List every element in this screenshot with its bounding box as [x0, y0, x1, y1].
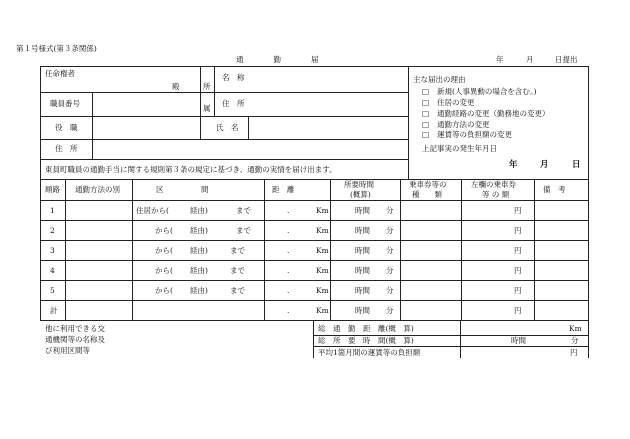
row-distance-dot: . [287, 286, 290, 295]
header-route-number: 順路 [45, 185, 60, 194]
row-yen: 円 [514, 206, 522, 215]
affiliation-address-label: 住 所 [222, 99, 245, 108]
row-km: Km [316, 226, 329, 235]
other-transport-field[interactable] [130, 322, 310, 356]
affiliation-name-label: 名 称 [222, 73, 245, 82]
row-hours: 時間 [355, 206, 370, 215]
row-from: から( [155, 286, 173, 295]
position-field[interactable] [93, 117, 199, 138]
row-seq: 4 [50, 266, 55, 275]
total-time-minutes-unit: 分 [571, 336, 579, 345]
row-from: 住居から( [136, 206, 169, 215]
row-hours: 時間 [355, 226, 370, 235]
form-number-label: 第１号様式(第３条関係) [16, 44, 97, 53]
submission-year-label: 年 [496, 55, 504, 64]
row-yen: 円 [514, 266, 522, 275]
row-to: まで [236, 206, 251, 215]
row-km: Km [316, 206, 329, 215]
submission-month-label: 月 [526, 55, 534, 64]
header-ticket-type: 乗車券等の [409, 180, 447, 189]
checkbox-fare[interactable]: □ [422, 130, 430, 139]
checkbox-route[interactable]: □ [422, 109, 430, 118]
submission-day-label: 日提出 [555, 55, 578, 64]
reason-route-label: 通勤経路の変更（勤務地の変更） [437, 109, 550, 118]
header-travel-time-approx: (概算) [350, 190, 371, 199]
occurrence-day-label: 日 [572, 160, 581, 170]
occurrence-month-label: 月 [540, 160, 549, 170]
total-yen: 円 [514, 306, 522, 315]
row-yen: 円 [514, 246, 522, 255]
header-ticket-amount: 左欄の乗車券 [471, 180, 516, 189]
row-yen: 円 [514, 286, 522, 295]
reason-method-label: 通勤方法の変更 [437, 120, 490, 129]
total-distance-label: 総 通 勤 距 離(概 算) [318, 324, 414, 333]
other-transport-label-3: び利用区間等 [45, 346, 90, 355]
header-remarks: 備 考 [543, 185, 566, 194]
row-via: 経由) [190, 246, 208, 255]
reason-fare-label: 運賃等の負担額の変更 [437, 130, 512, 139]
row-from: から( [155, 246, 173, 255]
row-to: まで [236, 226, 251, 235]
checkbox-new[interactable]: □ [422, 87, 430, 96]
row-minutes: 分 [386, 286, 394, 295]
affiliation-side-label: 所 属 [203, 82, 211, 113]
total-hours: 時間 [355, 306, 370, 315]
affiliation-address-field[interactable] [250, 93, 407, 115]
staff-number-label: 職員番号 [50, 99, 80, 108]
row-seq: 1 [50, 206, 55, 215]
header-distance: 距 離 [272, 185, 295, 194]
total-distance-unit: Km [569, 324, 582, 333]
total-time-hours-unit: 時間 [511, 336, 526, 345]
row-via: 経由) [190, 226, 208, 235]
staff-number-field[interactable] [93, 93, 199, 115]
header-ticket-amount-2: 等 の 額 [482, 190, 510, 199]
row-hours: 時間 [355, 266, 370, 275]
row-minutes: 分 [386, 226, 394, 235]
employee-name-field[interactable] [249, 117, 407, 138]
occurrence-date-label: 上記事実の発生年月日 [422, 144, 497, 153]
position-label: 役 職 [55, 123, 78, 132]
header-section: 区 間 [156, 185, 209, 194]
total-minutes: 分 [386, 306, 394, 315]
row-via: 経由) [190, 286, 208, 295]
row-distance-dot: . [287, 266, 290, 275]
declaration-statement: 東員町職員の通勤手当に関する規則第３条の規定に基づき、通勤の実情を届け出ます。 [45, 165, 337, 174]
other-transport-label-1: 他に利用できる交 [45, 324, 105, 333]
reason-new-label: 新規(人事異動の場合を含む。) [437, 87, 537, 96]
total-label: 計 [50, 306, 58, 315]
address-label: 住 所 [55, 144, 78, 153]
row-via: 経由) [190, 206, 208, 215]
header-ticket-type-2: 種 類 [412, 190, 442, 199]
checkbox-residence[interactable]: □ [422, 98, 430, 107]
other-transport-label-2: 通機関等の名称及 [45, 335, 105, 344]
reason-title: 主な届出の理由 [413, 75, 466, 84]
row-hours: 時間 [355, 246, 370, 255]
total-distance-dot: . [287, 306, 290, 315]
row-from: から( [155, 266, 173, 275]
affiliation-name-field[interactable] [250, 67, 407, 91]
row-minutes: 分 [386, 266, 394, 275]
row-seq: 3 [50, 246, 55, 255]
form-title: 通 勤 届 [236, 55, 319, 64]
row-km: Km [316, 286, 329, 295]
row-distance-dot: . [287, 206, 290, 215]
row-hours: 時間 [355, 286, 370, 295]
header-travel-time: 所要時間 [344, 180, 374, 189]
row-km: Km [316, 246, 329, 255]
reason-residence-label: 住居の変更 [437, 98, 475, 107]
row-distance-dot: . [287, 246, 290, 255]
occurrence-year-label: 年 [509, 160, 518, 170]
row-yen: 円 [514, 226, 522, 235]
address-field[interactable] [93, 140, 407, 158]
total-km: Km [316, 306, 329, 315]
row-to: まで [230, 286, 245, 295]
row-distance-dot: . [287, 226, 290, 235]
row-km: Km [316, 266, 329, 275]
row-to: まで [230, 246, 245, 255]
row-via: 経由) [190, 266, 208, 275]
row-minutes: 分 [386, 246, 394, 255]
honorific-label: 殿 [172, 82, 180, 91]
appointing-authority-label: 任命権者 [45, 69, 75, 78]
row-seq: 5 [50, 286, 55, 295]
row-from: から( [155, 226, 173, 235]
header-commute-method: 通勤方法の別 [75, 185, 120, 194]
row-minutes: 分 [386, 206, 394, 215]
employee-name-label: 氏 名 [216, 123, 239, 132]
total-time-label: 総 所 要 時 間(概 算) [318, 336, 414, 345]
row-seq: 2 [50, 226, 55, 235]
monthly-fare-unit: 円 [570, 348, 578, 357]
row-to: まで [230, 266, 245, 275]
checkbox-method[interactable]: □ [422, 120, 430, 129]
monthly-fare-label: 平均1箇月間の運賃等の負担額 [318, 348, 421, 357]
